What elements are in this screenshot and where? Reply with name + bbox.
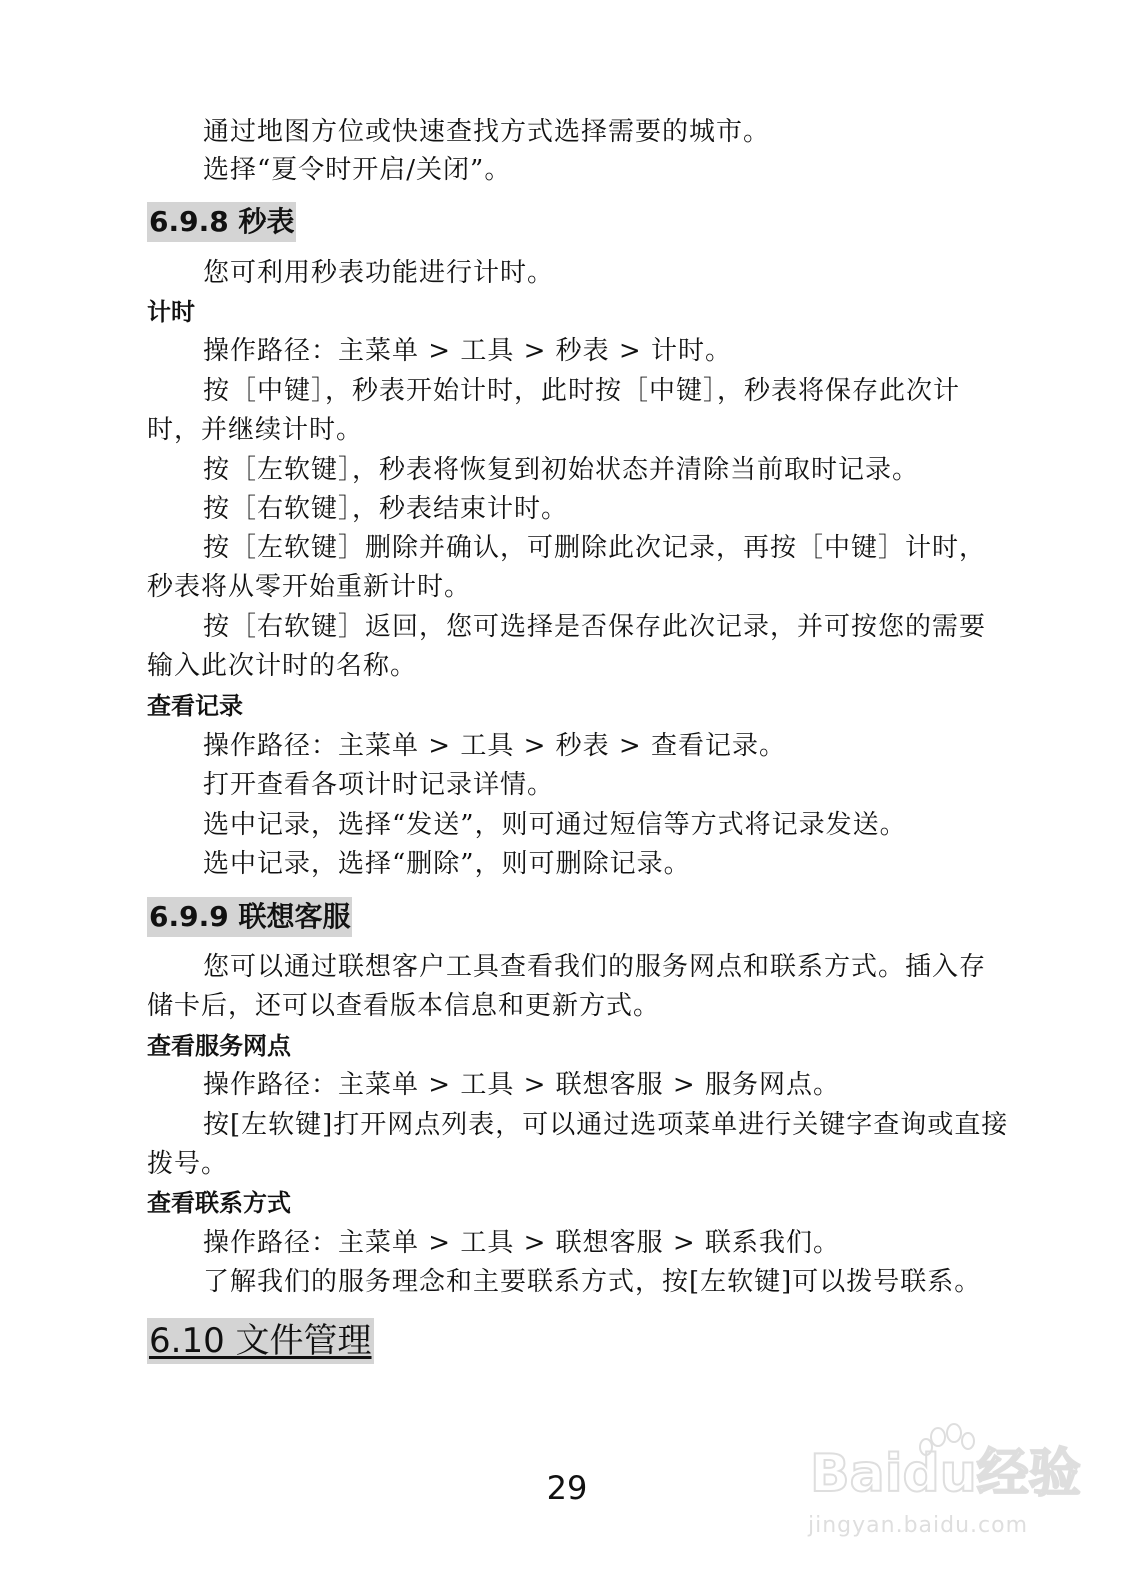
- baidu-paw-icon: [810, 1423, 1081, 1504]
- body-text: 按［中键］，秒表开始计时，此时按［中键］，秒表将保存此次计: [203, 376, 961, 406]
- section-heading-6-9-9: 6.9.9 联想客服: [147, 897, 352, 937]
- body-text: 拨号。: [147, 1149, 229, 1179]
- body-text: 储卡后，还可以查看版本信息和更新方式。: [147, 991, 661, 1021]
- body-text: 时，并继续计时。: [147, 415, 364, 445]
- body-text: 秒表将从零开始重新计时。: [147, 572, 472, 602]
- subheading-contact: 查看联系方式: [147, 1189, 291, 1217]
- body-text: 选择“夏令时开启/关闭”。: [203, 155, 512, 185]
- body-text: 您可利用秒表功能进行计时。: [203, 258, 555, 288]
- body-text: 按［左软键］删除并确认，可删除此次记录，再按［中键］计时，: [203, 533, 987, 563]
- body-text: 选中记录，选择“删除”，则可删除记录。: [203, 849, 691, 879]
- body-text: 选中记录，选择“发送”，则可通过短信等方式将记录发送。: [203, 810, 907, 840]
- page-number: 29: [546, 1469, 588, 1507]
- body-text: 通过地图方位或快速查找方式选择需要的城市。: [203, 117, 771, 147]
- body-text: 打开查看各项计时记录详情。: [203, 770, 555, 800]
- body-text: 按［右软键］返回，您可选择是否保存此次记录，并可按您的需要: [203, 612, 987, 642]
- chapter-heading-6-10: 6.10 文件管理: [147, 1318, 374, 1364]
- body-text: 按[左软键]打开网点列表，可以通过选项菜单进行关键字查询或直接: [203, 1110, 1009, 1140]
- menu-path: 操作路径：主菜单 > 工具 > 秒表 > 查看记录。: [203, 731, 786, 761]
- watermark-logo-text: Baidu经验: [810, 1444, 1081, 1504]
- body-text: 输入此次计时的名称。: [147, 651, 418, 681]
- watermark: [800, 1395, 1081, 1555]
- subheading-service-points: 查看服务网点: [147, 1032, 291, 1060]
- body-text: 按［左软键］，秒表将恢复到初始状态并清除当前取时记录。: [203, 455, 920, 485]
- subheading-view-records: 查看记录: [147, 692, 243, 720]
- body-text: 按［右软键］，秒表结束计时。: [203, 494, 569, 524]
- body-text: 您可以通过联想客户工具查看我们的服务网点和联系方式。插入存: [203, 952, 987, 982]
- menu-path: 操作路径：主菜单 > 工具 > 联想客服 > 服务网点。: [203, 1070, 840, 1100]
- subheading-timing: 计时: [147, 298, 195, 326]
- menu-path: 操作路径：主菜单 > 工具 > 秒表 > 计时。: [203, 336, 732, 366]
- menu-path: 操作路径：主菜单 > 工具 > 联想客服 > 联系我们。: [203, 1228, 840, 1258]
- body-text: 了解我们的服务理念和主要联系方式，按[左软键]可以拨号联系。: [203, 1267, 982, 1297]
- watermark-url: jingyan.baidu.com: [808, 1513, 1029, 1538]
- section-heading-6-9-8: 6.9.8 秒表: [147, 202, 296, 242]
